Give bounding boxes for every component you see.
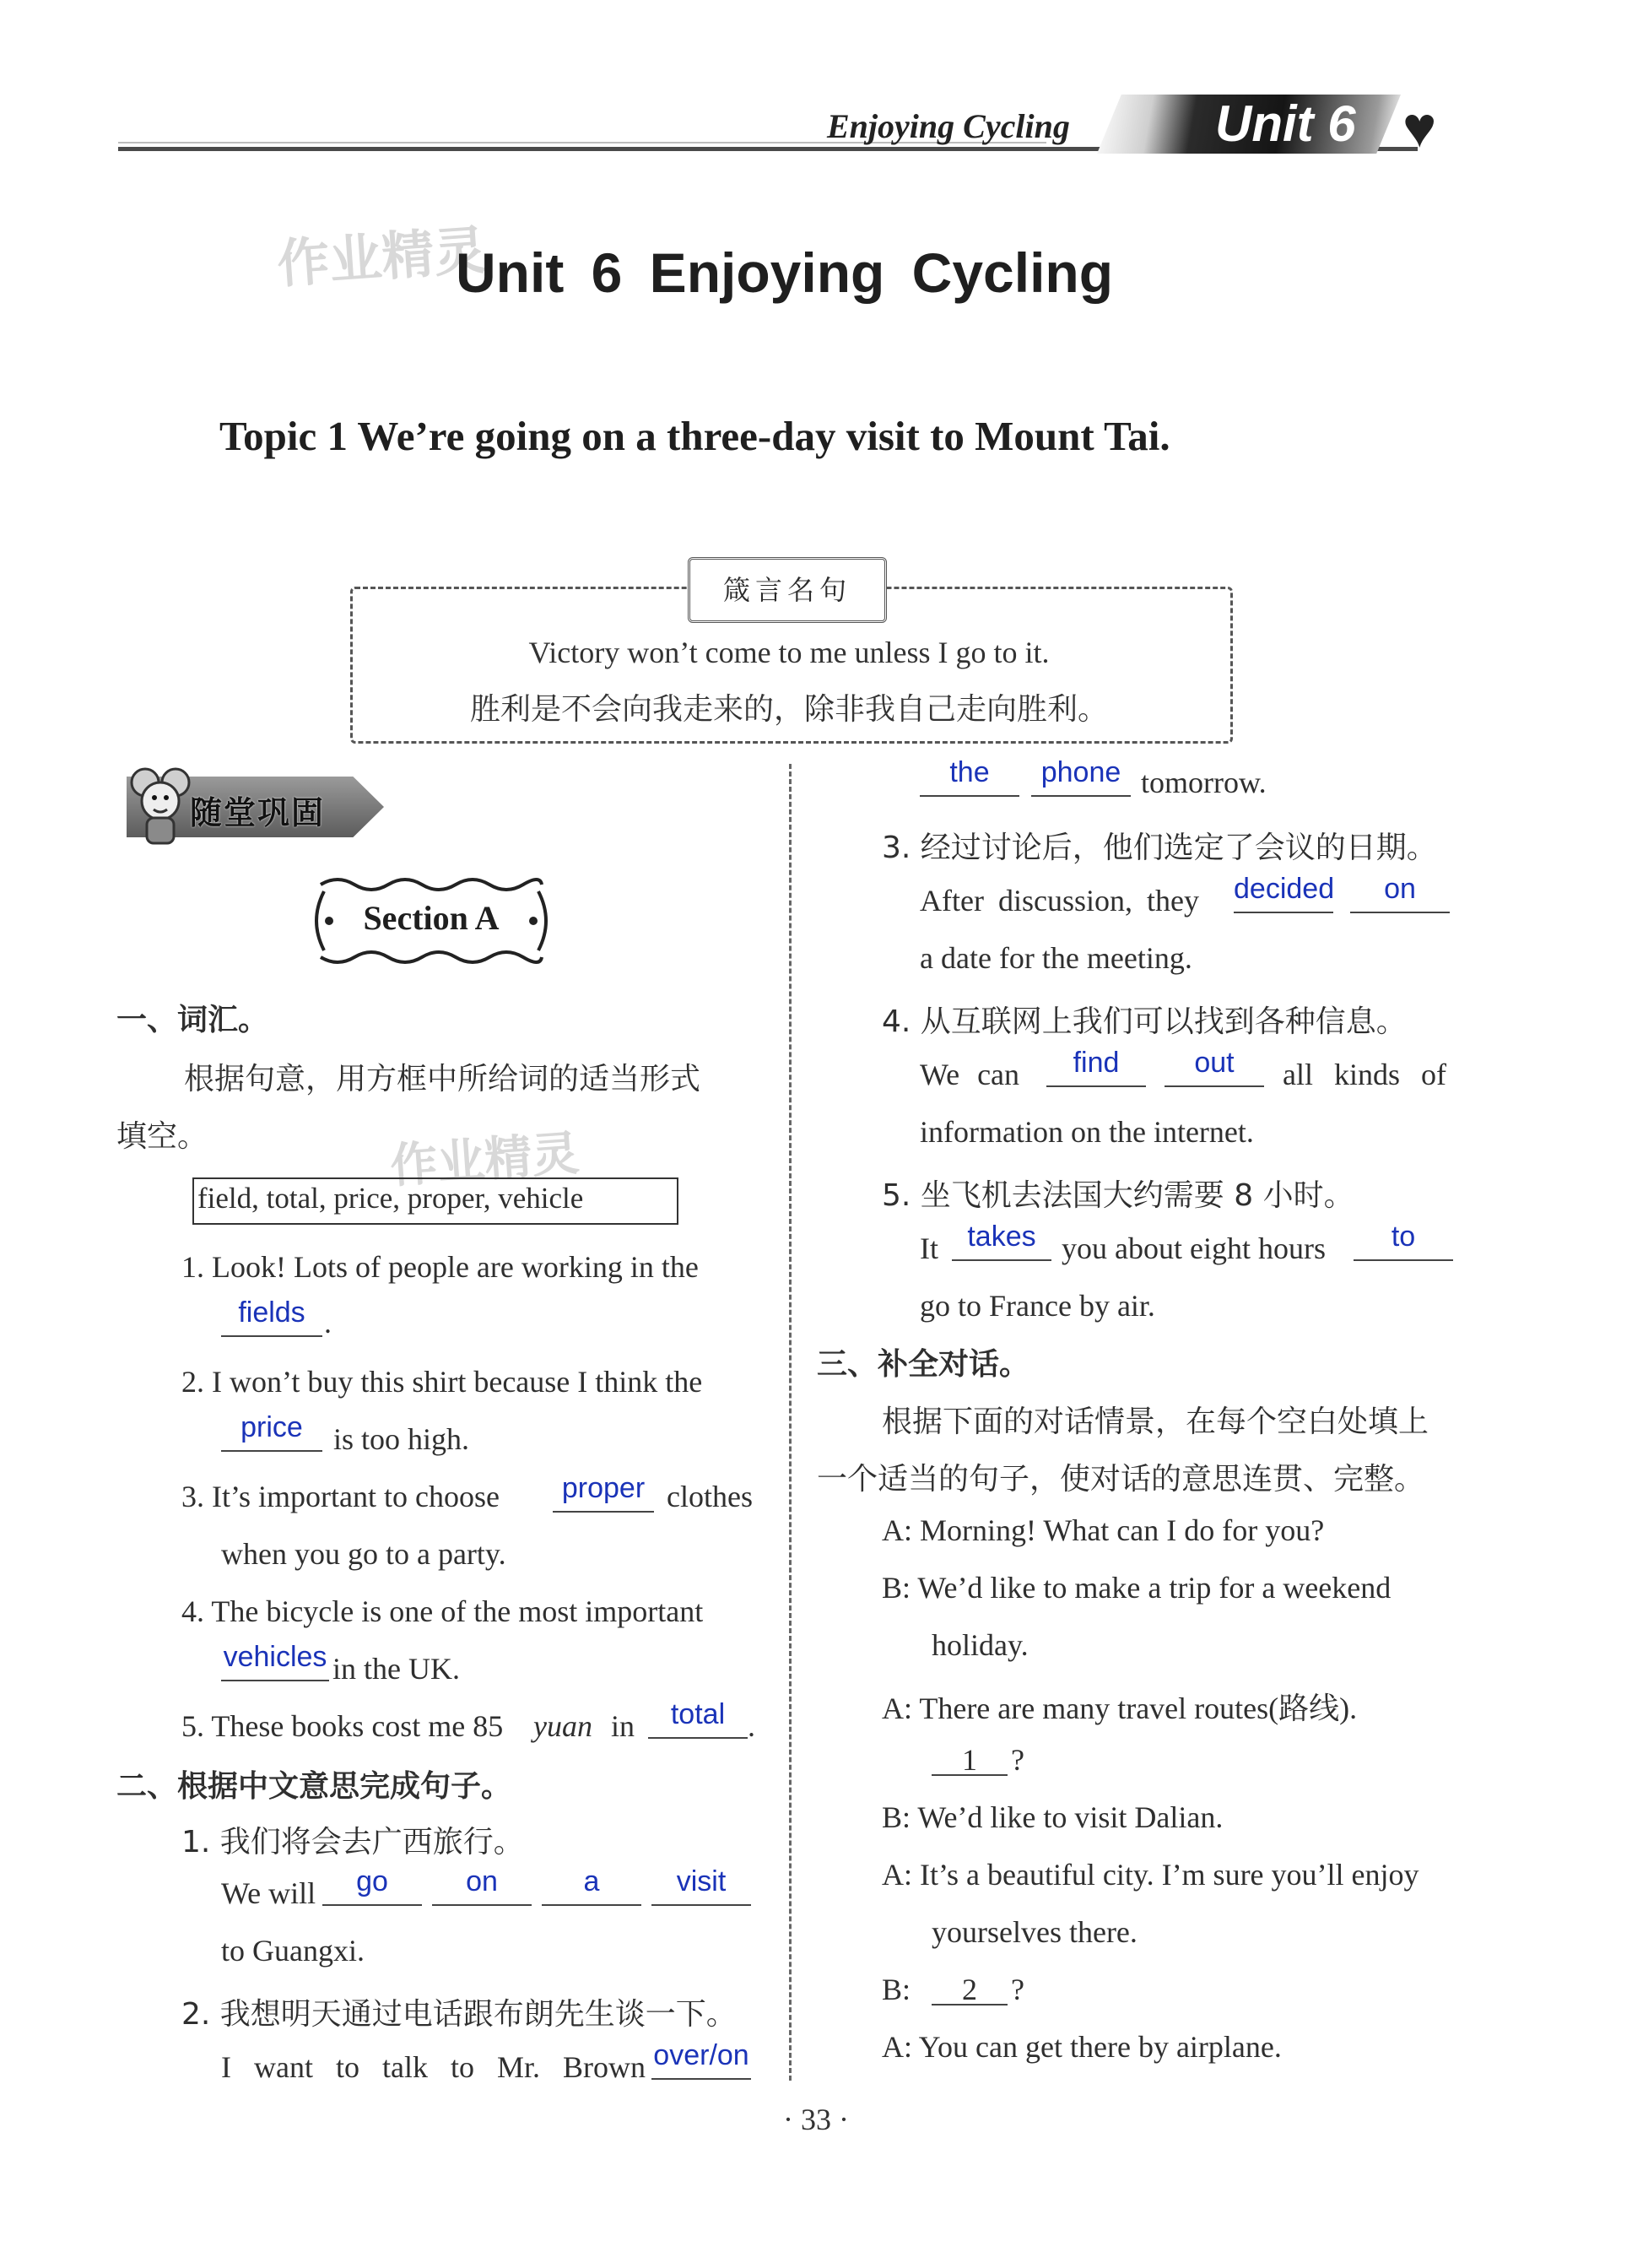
part3-instruction-1: 根据下面的对话情景，在每个空白处填上 (882, 1405, 1429, 1439)
watermark-middle: 作业精灵 (388, 1126, 581, 1194)
part2-heading: 二、根据中文意思完成句子。 (116, 1769, 512, 1804)
watermark-top: 作业精灵 (275, 219, 489, 295)
dialog-a2: A: There are many travel routes(路线). (882, 1692, 1358, 1725)
dialog-b1: B: We’d like to make a trip for a weekend (882, 1571, 1392, 1605)
p1-q5-text: 5. These books cost me 85 (181, 1709, 504, 1743)
p2-q5-answer-1: takes (967, 1221, 1036, 1253)
mouse-mascot-icon (127, 764, 194, 848)
p2-q2-end: tomorrow. (1141, 766, 1267, 799)
part1-heading: 一、词汇。 (116, 1003, 269, 1037)
p1-q3-answer: proper (561, 1472, 646, 1504)
dialog-a1: A: Morning! What can I do for you? (882, 1513, 1325, 1547)
p2-q2-zh: 2. 我想明天通过电话跟布朗先生谈一下。 (181, 1997, 737, 2032)
p2-q4-zh: 4. 从互联网上我们可以找到各种信息。 (882, 1004, 1407, 1039)
section-title: Section A (363, 899, 500, 937)
dialog-blank-2-number: 2 (962, 1973, 977, 2006)
p1-q4-end: in the UK. (332, 1652, 460, 1686)
p1-q2-end: is too high. (333, 1422, 470, 1456)
p2-q1-answer-1: go (356, 1865, 388, 1897)
p2-q3-zh: 3. 经过讨论后，他们选定了会议的日期。 (882, 831, 1437, 865)
p2-q2-answer-2: the (949, 756, 990, 788)
dialog-blank-1-qmark: ? (1011, 1743, 1024, 1777)
unit-title: Unit 6 Enjoying Cycling (456, 241, 1114, 304)
p1-q5-yuan: yuan (533, 1709, 592, 1743)
p2-q4-mid: all kinds of (1283, 1058, 1446, 1091)
dialog-blank-2-qmark: ? (1011, 1973, 1024, 2006)
p1-q3-text: 3. It’s important to choose (181, 1480, 500, 1513)
motto-tag: 箴言名句 (688, 557, 887, 623)
p2-q5-end: go to France by air. (920, 1289, 1155, 1323)
p2-q2-answer-1: over/on (653, 2039, 749, 2071)
p2-q4-answer-1: find (1073, 1047, 1120, 1079)
p2-q1-answer-4: visit (676, 1865, 727, 1897)
p2-q5-mid: you about eight hours (1062, 1231, 1326, 1265)
p1-q4-text: 4. The bicycle is one of the most important (181, 1594, 704, 1628)
p2-q2-en: I want to talk to Mr. Brown (221, 2050, 646, 2084)
page-number: · 33 · (783, 2103, 849, 2136)
p2-q4-end: information on the internet. (920, 1115, 1254, 1149)
heart-logo-icon: ♥ (1402, 95, 1437, 160)
p2-q2-answer-3: phone (1040, 756, 1121, 788)
p2-q1-en: We will (221, 1876, 316, 1910)
p2-q3-answer-1: decided (1234, 873, 1335, 905)
dialog-a4: A: You can get there by airplane. (882, 2030, 1282, 2064)
p2-q3-en: After discussion, they (920, 884, 1199, 917)
p1-q1-text: 1. Look! Lots of people are working in the (181, 1250, 699, 1284)
p1-q5-answer: total (670, 1698, 726, 1730)
p2-q1-zh: 1. 我们将会去广西旅行。 (181, 1825, 524, 1859)
p2-q5-en: It (920, 1231, 938, 1265)
p1-q5-end: . (748, 1709, 755, 1743)
p1-q2-text: 2. I won’t buy this shirt because I think the (181, 1365, 703, 1399)
p2-q5-answer-2: to (1391, 1221, 1416, 1253)
dialog-b2: B: We’d like to visit Dalian. (882, 1800, 1224, 1834)
p2-q1-end: to Guangxi. (221, 1934, 365, 1968)
column-divider (789, 764, 792, 2081)
motto-english: Victory won’t come to me unless I go to it. (528, 636, 1050, 669)
p2-q3-answer-2: on (1384, 873, 1416, 905)
dialog-a3: A: It’s a beautiful city. I’m sure you’ll enjoy (882, 1858, 1419, 1892)
part3-instruction-2: 一个适当的句子，使对话的意思连贯、完整。 (817, 1462, 1425, 1497)
p1-q3-cont: when you go to a party. (221, 1537, 506, 1571)
topic-title: Topic 1 We’re going on a three-day visit to Mount Tai. (219, 413, 1170, 459)
p2-q4-answer-2: out (1194, 1047, 1235, 1079)
p2-q4-en: We can (920, 1058, 1020, 1091)
part1-instruction-2: 填空。 (116, 1119, 208, 1154)
p1-q5-in: in (611, 1709, 635, 1743)
p1-q3-end: clothes (667, 1480, 753, 1513)
p1-q1-answer: fields (238, 1296, 305, 1329)
word-box-text: field, total, price, proper, vehicle (197, 1182, 584, 1215)
p2-q5-zh: 5. 坐飞机去法国大约需要 8 小时。 (882, 1178, 1354, 1213)
dialog-a3-cont: yourselves there. (932, 1915, 1138, 1949)
p2-q3-end: a date for the meeting. (920, 941, 1192, 975)
p1-q1-end: . (324, 1306, 332, 1340)
p1-q2-answer: price (240, 1411, 303, 1443)
dialog-blank-1-number: 1 (962, 1743, 977, 1777)
dialog-b3: B: (882, 1973, 911, 2006)
part3-heading: 三、补全对话。 (817, 1347, 1030, 1382)
dialog-b1-cont: holiday. (932, 1628, 1029, 1662)
practice-banner-label: 随堂巩固 (190, 794, 326, 831)
header-title: Enjoying Cycling (827, 107, 1070, 145)
p2-q1-answer-2: on (466, 1865, 498, 1897)
motto-chinese: 胜利是不会向我走来的，除非我自己走向胜利。 (469, 692, 1108, 727)
part1-instruction-1: 根据句意，用方框中所给词的适当形式 (184, 1062, 701, 1096)
header-unit-label: Unit 6 (1215, 95, 1356, 152)
p1-q4-answer: vehicles (223, 1641, 327, 1673)
p2-q1-answer-3: a (583, 1865, 600, 1897)
